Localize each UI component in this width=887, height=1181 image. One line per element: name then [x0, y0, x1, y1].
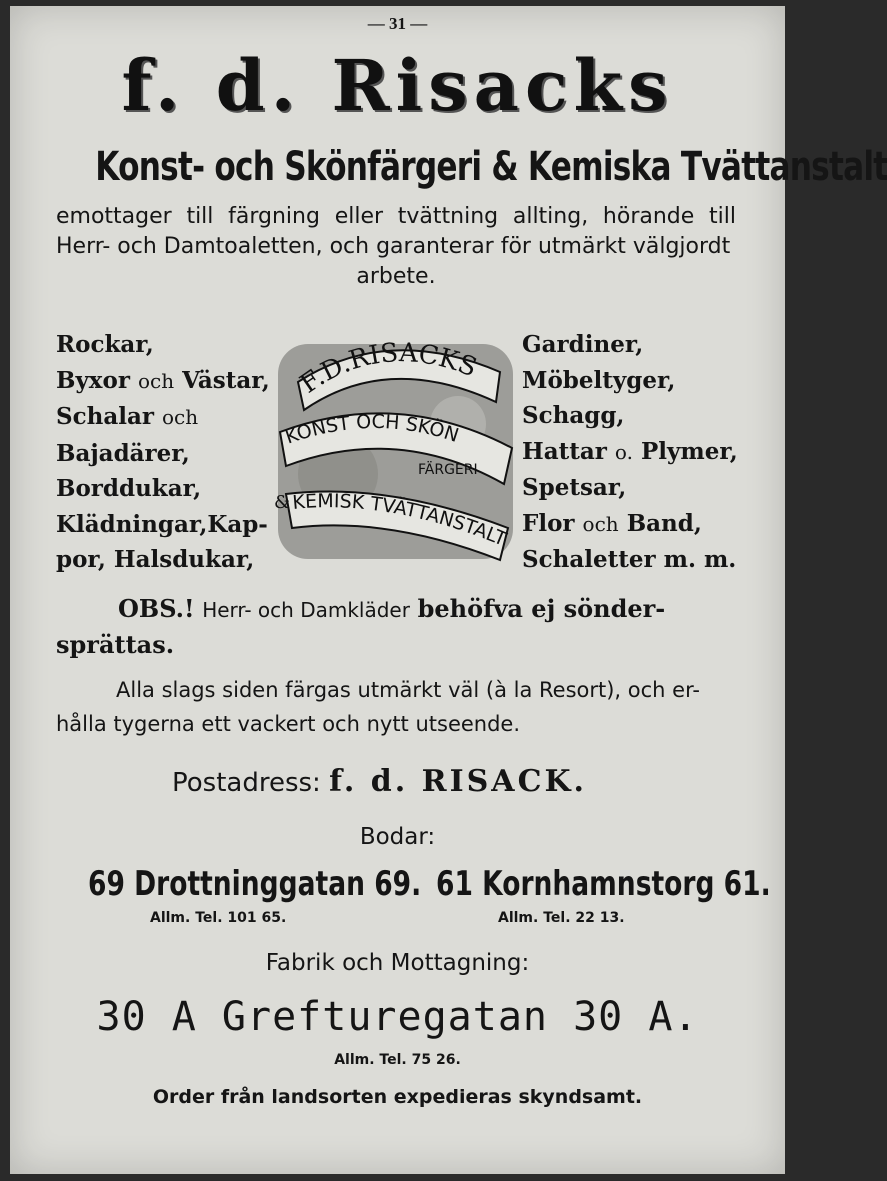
silk-note-line2: hålla tygerna ett vackert och nytt utseende. — [56, 712, 521, 736]
shop-phone-1: Allm. Tel. 101 65. — [150, 910, 287, 926]
list-item: Borddukar, — [56, 475, 202, 502]
postal-address — [172, 764, 587, 799]
list-item: Schagg, — [522, 402, 625, 429]
obs-bold-text: behöfva ej sönder- — [417, 594, 666, 623]
emblem-middle2-text: FÄRGERI — [418, 462, 478, 478]
page-number: — 31 — — [367, 14, 428, 33]
left-item-list — [56, 327, 270, 578]
list-item-word: Plymer, — [640, 437, 738, 465]
list-item: Klädningar,Kap- — [56, 510, 268, 538]
headline: Konst- och Skönfärgeri & Kemiska Tvättanstalt — [95, 144, 887, 190]
list-item: Gardiner, — [522, 331, 644, 358]
list-item-word: Hattar — [522, 437, 607, 465]
list-item: por, Halsdukar, — [56, 546, 255, 573]
silk-note-line1: Alla slags siden färgas utmärkt väl (à la Resort), och er- — [116, 678, 700, 702]
list-item: Rockar, — [56, 331, 154, 358]
shop-address-drottninggatan: 69 Drottninggatan 69. — [88, 864, 422, 904]
shop-phone-2: Allm. Tel. 22 13. — [498, 910, 625, 926]
obs-plain-text: Herr- och Damkläder — [202, 598, 410, 622]
list-item-word: Flor — [522, 509, 575, 537]
obs-note-line1 — [118, 594, 665, 623]
intro-text: emottager till färgning eller tvättning allting, hörande till Herr- och Damtoaletten, och garanterar för utmärkt välgjordt — [56, 204, 736, 259]
list-item: Bajadärer, — [56, 439, 190, 467]
list-item — [56, 363, 270, 400]
list-item-word: och — [582, 511, 619, 536]
obs-note-line2: sprättas. — [56, 630, 175, 659]
emblem-bottom-text: KEMISK TVÄTTANSTALT — [291, 490, 510, 551]
list-item — [522, 506, 738, 543]
list-item-word: Band, — [626, 509, 702, 537]
emblem-middle-text: KONST OCH SKÖN — [282, 410, 462, 449]
postal-address-label: Postadress: — [172, 768, 321, 798]
list-item: Möbeltyger, — [522, 366, 676, 394]
obs-label: OBS.! — [118, 594, 195, 623]
list-item: Schaletter m. m. — [522, 546, 737, 573]
order-note: Order från landsorten expedieras skyndsamt. — [152, 1086, 643, 1108]
factory-address: 30 A Grefturegatan 30 A. — [96, 994, 699, 1040]
list-item-word: Schalar — [56, 403, 154, 430]
shops-label: Bodar: — [359, 824, 436, 850]
advertisement-page — [10, 6, 887, 1174]
list-item-word: Byxor — [56, 366, 130, 394]
shop-address-kornhamnstorg: 61 Kornhamnstorg 61. — [436, 864, 771, 904]
intro-paragraph — [56, 202, 736, 292]
list-item — [56, 399, 270, 436]
list-item-word: och — [162, 405, 199, 429]
emblem-logo — [268, 324, 520, 574]
postal-address-name: f. d. RISACK. — [329, 764, 587, 799]
list-item-word: o. — [614, 439, 633, 464]
emblem-ampersand: & — [274, 492, 291, 513]
right-item-list — [522, 327, 738, 578]
firm-name: f. d. Risacks — [121, 44, 674, 127]
factory-phone: Allm. Tel. 75 26. — [334, 1052, 461, 1068]
list-item-word: och — [138, 368, 175, 393]
list-item — [522, 434, 738, 471]
list-item-word: Västar, — [182, 366, 270, 394]
list-item: Spetsar, — [522, 474, 627, 501]
emblem-top-text: F.D.RISACKS — [294, 338, 481, 400]
factory-label: Fabrik och Mottagning: — [265, 950, 530, 976]
intro-last-line: arbete. — [356, 264, 436, 289]
